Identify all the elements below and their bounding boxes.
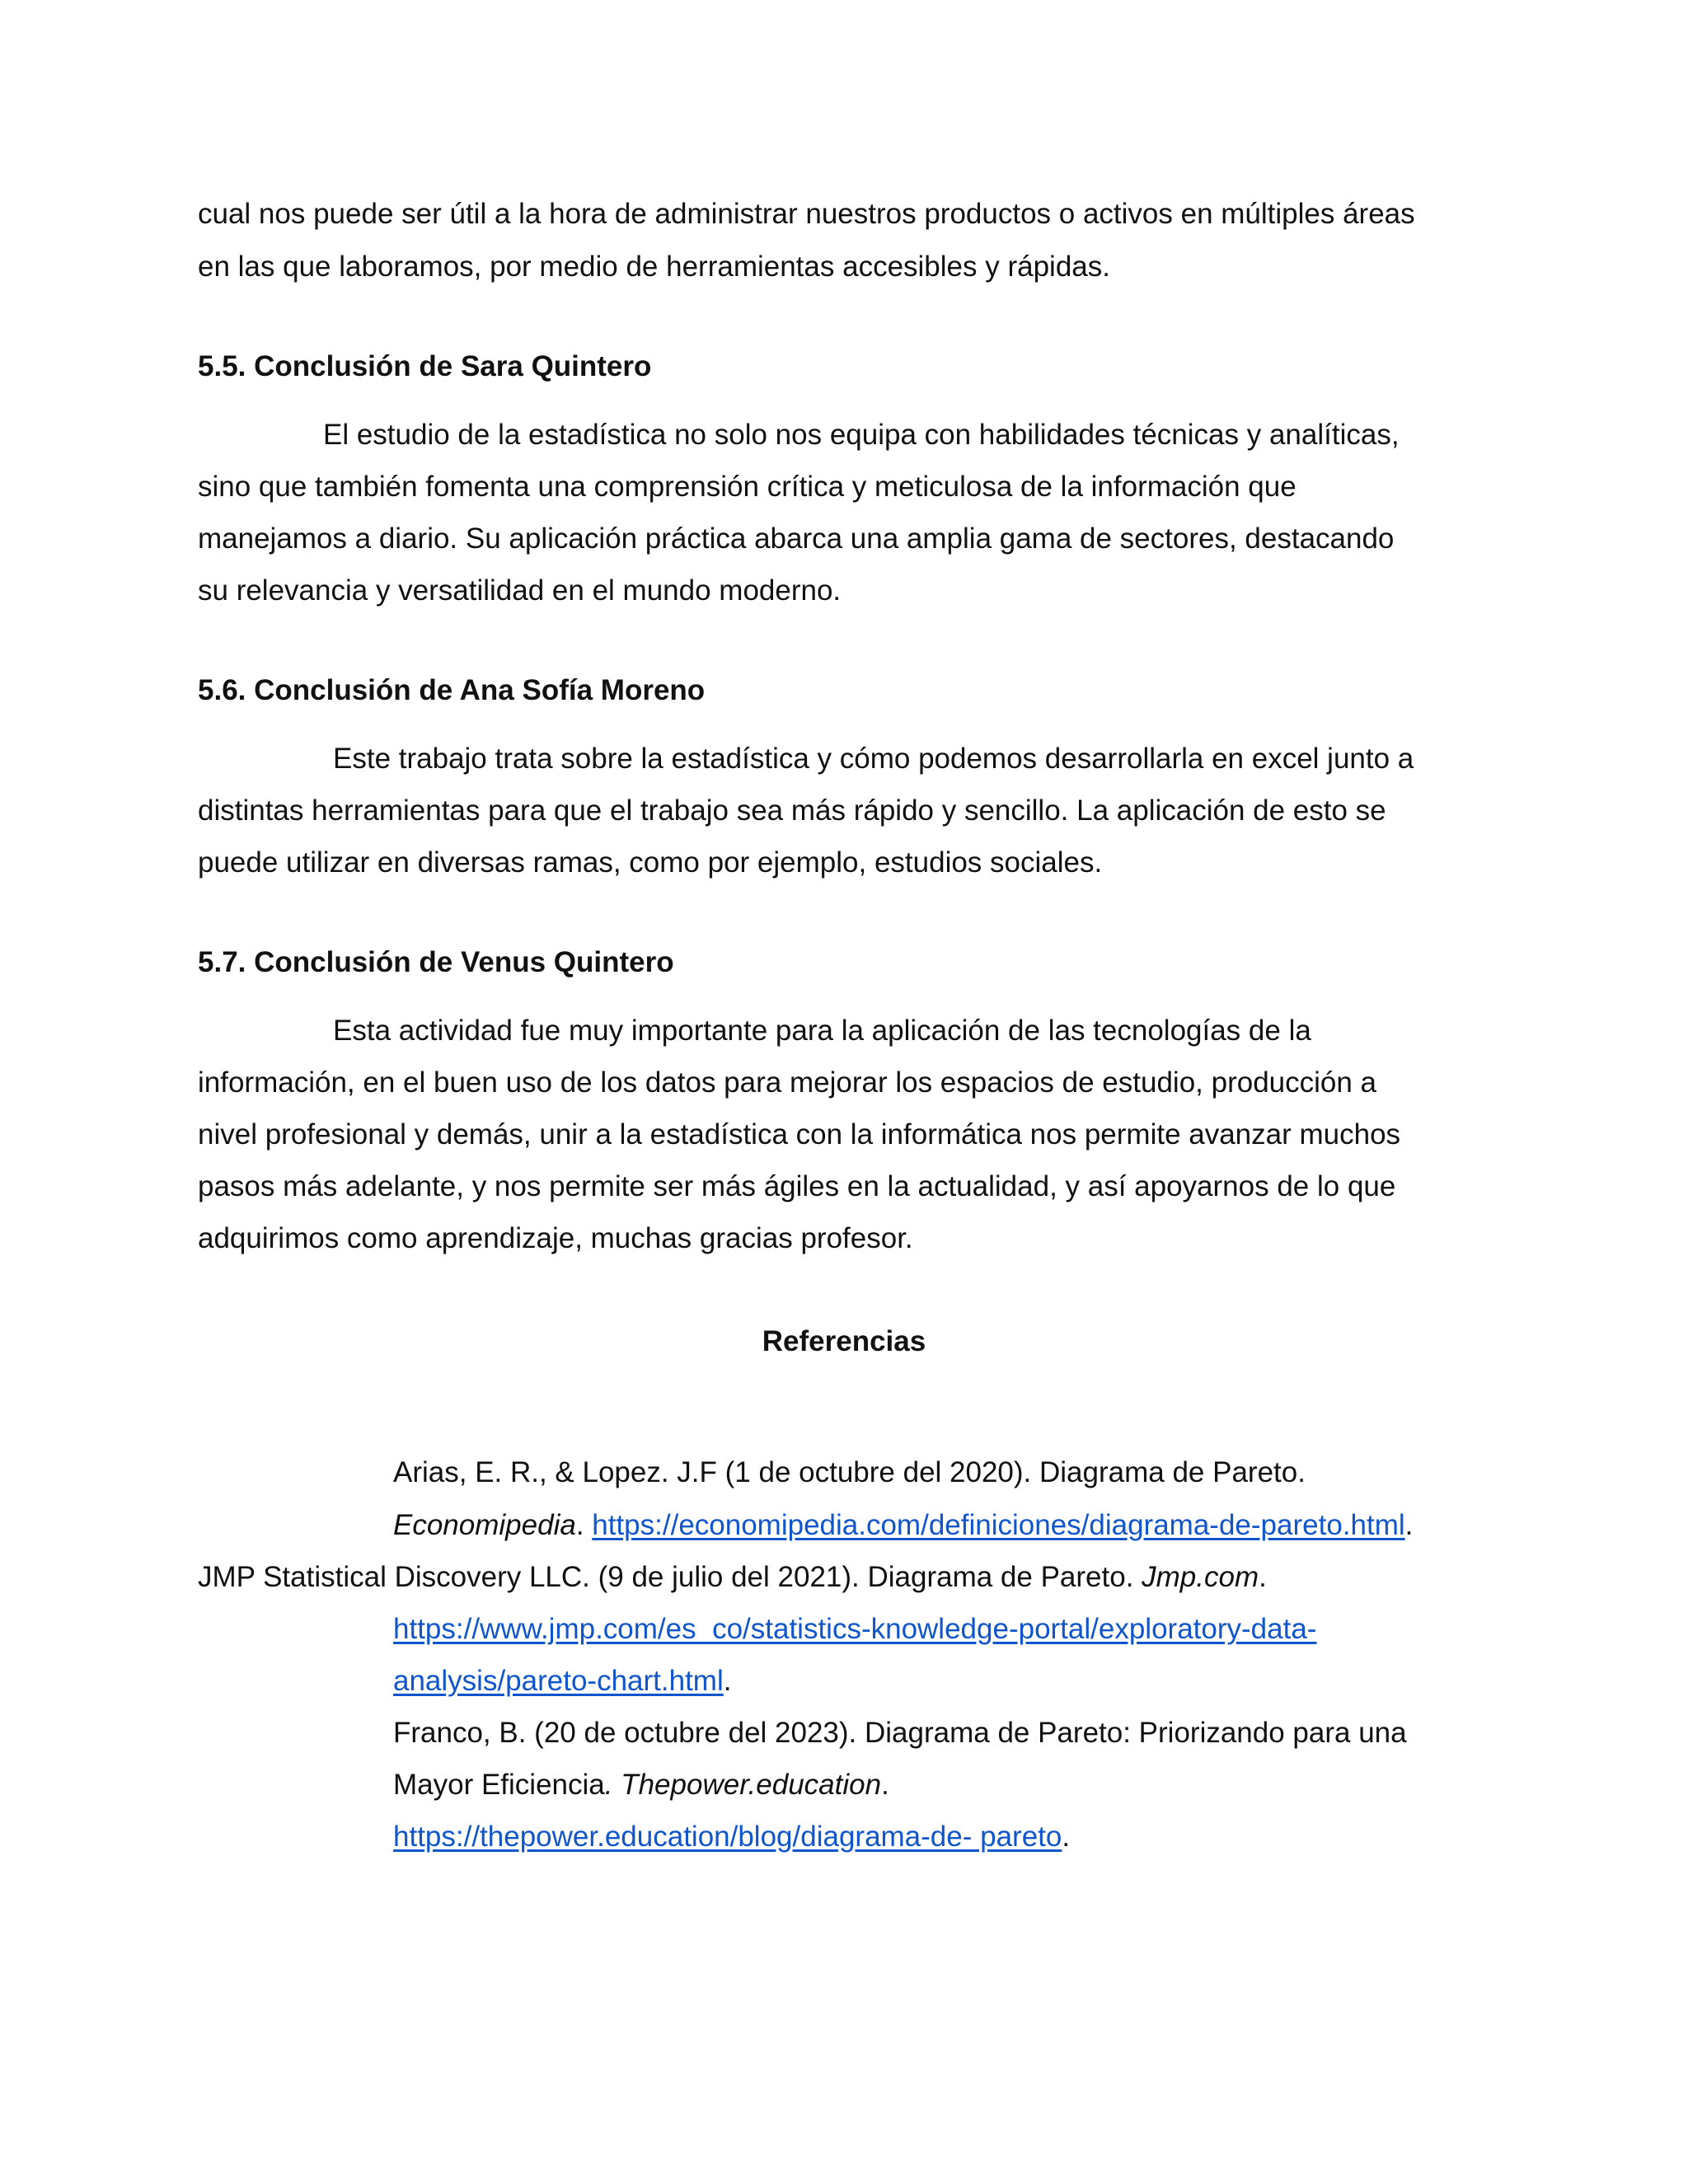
reference-1-source: Economipedia xyxy=(393,1509,576,1541)
references-title: Referencias xyxy=(762,1325,926,1357)
reference-2-source: Jmp.com xyxy=(1142,1561,1259,1593)
reference-1-line-2 xyxy=(393,1507,1413,1544)
reference-1-link[interactable]: https://economipedia.com/definiciones/diagrama-de-pareto.html xyxy=(592,1509,1405,1541)
reference-3-line-3 xyxy=(393,1819,1070,1855)
reference-3-source: . Thepower.education xyxy=(604,1769,882,1801)
paragraph-line: sino que también fomenta una comprensión crítica y meticulosa de la información que xyxy=(198,471,1296,503)
paragraph-line: nivel profesional y demás, unir a la estadística con la informática nos permite avanzar muchos xyxy=(198,1118,1401,1151)
paragraph-line: Esta actividad fue muy importante para la aplicación de las tecnologías de la xyxy=(333,1015,1311,1047)
reference-2-link-part-2[interactable]: analysis/pareto-chart.html xyxy=(393,1665,724,1697)
paragraph-line: pasos más adelante, y nos permite ser más ágiles en la actualidad, y así apoyarnos de lo que xyxy=(198,1170,1396,1202)
reference-3-title-end: Mayor Eficiencia xyxy=(393,1769,605,1801)
section-heading-venus: 5.7. Conclusión de Venus Quintero xyxy=(198,946,674,978)
section-heading-sara: 5.5. Conclusión de Sara Quintero xyxy=(198,350,652,382)
paragraph-line: Este trabajo trata sobre la estadística y cómo podemos desarrollarla en excel junto a xyxy=(333,743,1414,775)
section-heading-ana: 5.6. Conclusión de Ana Sofía Moreno xyxy=(198,674,706,706)
paragraph-line: El estudio de la estadística no solo nos equipa con habilidades técnicas y analíticas, xyxy=(323,419,1400,451)
paragraph-line: adquirimos como aprendizaje, muchas gracias profesor. xyxy=(198,1222,913,1254)
reference-3-end: . xyxy=(1062,1821,1071,1853)
reference-1-end: . xyxy=(1404,1509,1414,1541)
reference-2-end: . xyxy=(723,1665,732,1697)
reference-2-line-1 xyxy=(198,1559,1267,1596)
reference-2-text: JMP Statistical Discovery LLC. (9 de julio del 2021). Diagrama de Pareto. xyxy=(198,1561,1142,1593)
reference-3-line-2 xyxy=(393,1767,889,1803)
reference-2-line-3 xyxy=(393,1663,731,1699)
reference-3-source-end: . xyxy=(881,1769,889,1801)
reference-1-separator: . xyxy=(575,1509,593,1541)
reference-3-line-1: Franco, B. (20 de octubre del 2023). Diagrama de Pareto: Priorizando para una xyxy=(393,1717,1407,1749)
paragraph-line: su relevancia y versatilidad en el mundo moderno. xyxy=(198,574,842,607)
intro-line-2: en las que laboramos, por medio de herramientas accesibles y rápidas. xyxy=(198,251,1110,283)
reference-1-line-1: Arias, E. R., & Lopez. J.F (1 de octubre del 2020). Diagrama de Pareto. xyxy=(393,1456,1306,1488)
reference-2-link-part-1[interactable]: https://www.jmp.com/es_co/statistics-knowledge-portal/exploratory-data- xyxy=(393,1613,1317,1645)
paragraph-line: puede utilizar en diversas ramas, como por ejemplo, estudios sociales. xyxy=(198,846,1103,879)
paragraph-line: información, en el buen uso de los datos para mejorar los espacios de estudio, producción a xyxy=(198,1066,1377,1099)
reference-2-line-2 xyxy=(393,1611,1316,1647)
reference-3-link[interactable]: https://thepower.education/blog/diagrama-de- pareto xyxy=(393,1821,1062,1853)
reference-2-source-end: . xyxy=(1259,1561,1267,1593)
paragraph-line: manejamos a diario. Su aplicación práctica abarca una amplia gama de sectores, destacando xyxy=(198,523,1395,555)
paragraph-line: distintas herramientas para que el trabajo sea más rápido y sencillo. La aplicación de esto se xyxy=(198,794,1386,827)
intro-line-1: cual nos puede ser útil a la hora de administrar nuestros productos o activos en múltiples áreas xyxy=(198,198,1415,230)
